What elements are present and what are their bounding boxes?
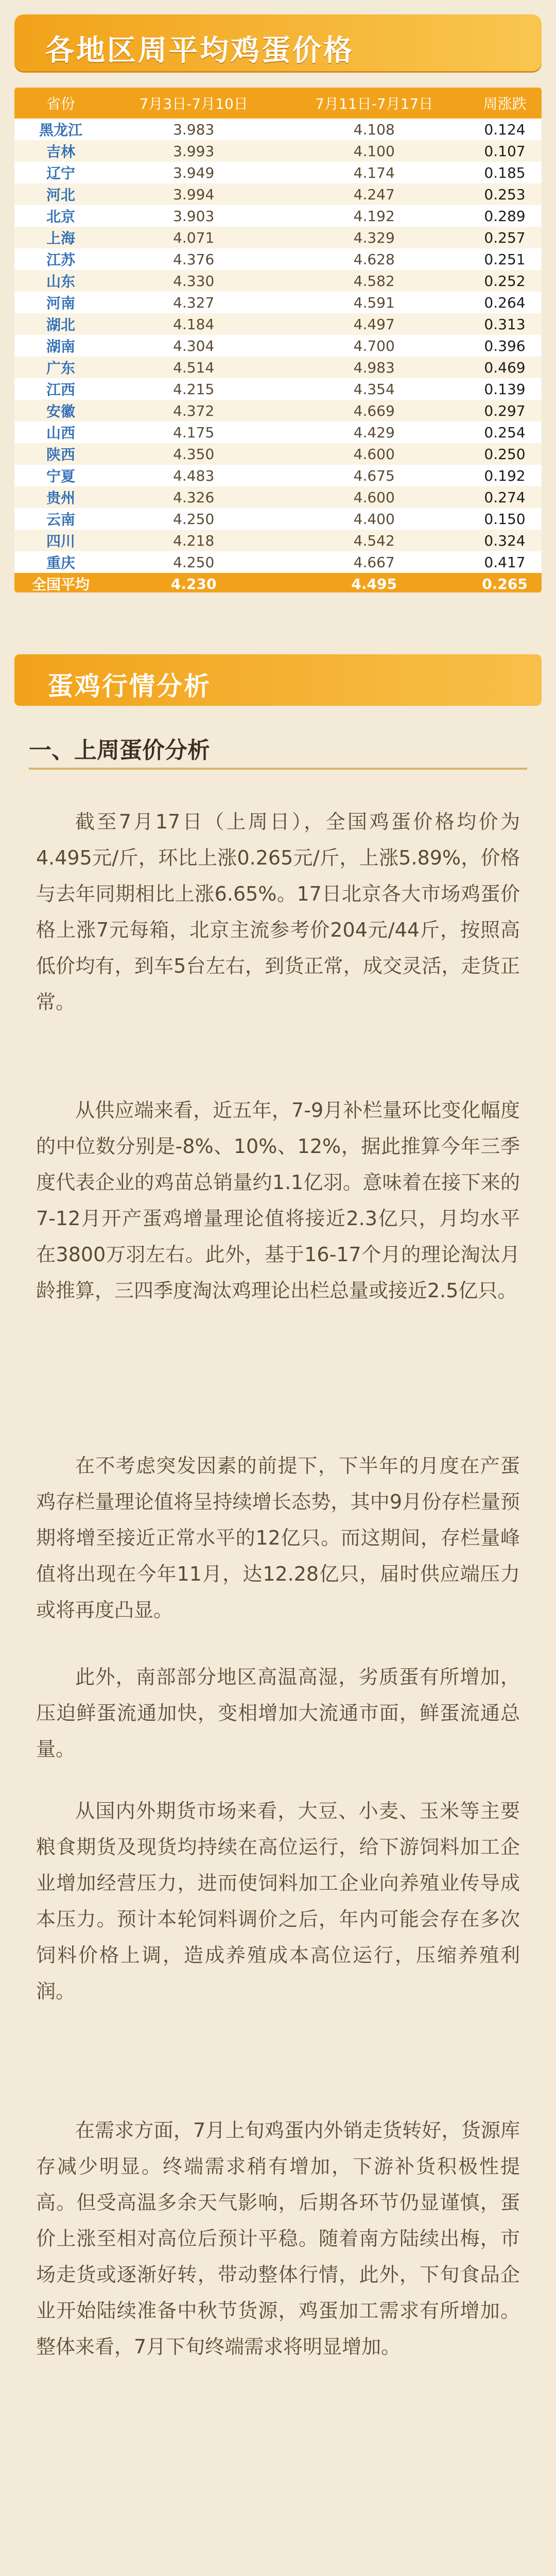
cell-change: 0.192 bbox=[484, 467, 526, 484]
cell-price: 3.994 bbox=[107, 183, 280, 205]
cell-price: 4.600 bbox=[280, 443, 468, 465]
cell-price: 3.983 bbox=[173, 121, 215, 138]
table-row bbox=[14, 465, 542, 486]
cell-province: 云南 bbox=[46, 511, 75, 528]
paragraph: 从供应端来看，近五年，7-9月补栏量环比变化幅度的中位数分别是-8%、10%、12%，据此推算今年三季度代表企业的鸡苗总销量约1.1亿羽。意味着在接下来的7-12月开产蛋鸡增量理论值将接近2.3亿只，月均水平在3800万羽左右。此外，基于16-17个月的理论淘汰月龄推算，三四季度淘汰鸡理论出栏总量或接近2.5亿只。 bbox=[36, 1099, 520, 1302]
cell-province: 山东 bbox=[14, 270, 107, 292]
col-week1: 7月3日-7月10日 bbox=[107, 88, 280, 118]
cell-total: 全国平均 bbox=[14, 573, 107, 592]
cell-change: 0.253 bbox=[468, 183, 542, 205]
paragraph: 此外，南部部分地区高温高湿，劣质蛋有所增加，压迫鲜蛋流通加快，变相增加大流通市面，鲜蛋流通总量。 bbox=[36, 1666, 520, 1760]
cell-change: 0.107 bbox=[468, 140, 542, 162]
cell-province: 山西 bbox=[46, 425, 75, 442]
table-total-row bbox=[14, 573, 542, 592]
cell-price: 4.354 bbox=[353, 380, 395, 398]
cell-price: 4.667 bbox=[353, 553, 395, 571]
cell-province: 湖北 bbox=[14, 313, 107, 335]
cell-total: 0.265 bbox=[468, 573, 542, 592]
price-table bbox=[14, 88, 542, 592]
cell-change: 0.150 bbox=[484, 510, 526, 528]
table-row bbox=[14, 400, 542, 421]
cell-province: 江西 bbox=[46, 381, 75, 398]
paragraph: 从国内外期货市场来看，大豆、小麦、玉米等主要粮食期货及现货均持续在高位运行，给下游饲料加工企业增加经营压力，进而使饲料加工企业向养殖业传导成本压力。预计本轮饲料调价之后，年内可能会存在多次饲料价格上调，造成养殖成本高位运行，压缩养殖利润。 bbox=[36, 1800, 520, 2003]
cell-province: 陕西 bbox=[14, 443, 107, 465]
cell-price: 4.700 bbox=[353, 337, 395, 354]
table-row bbox=[14, 443, 542, 465]
cell-price: 4.376 bbox=[173, 250, 215, 268]
table-row bbox=[14, 530, 542, 551]
cell-price: 4.174 bbox=[353, 164, 395, 181]
cell-change: 0.124 bbox=[484, 121, 526, 138]
cell-price: 4.400 bbox=[353, 510, 395, 528]
paragraph: 在需求方面，7月上旬鸡蛋内外销走货转好，货源库存减少明显。终端需求稍有增加，下游补货积极性提高。但受高温多余天气影响，后期各环节仍显谨慎，蛋价上涨至相对高位后预计平稳。随着南方陆续出梅，市场走货或逐渐好转，带动整体行情，此外，下旬食品企业开始陆续准备中秋节货源，鸡蛋加工需求有所增加。整体来看，7月下旬终端需求将明显增加。 bbox=[36, 2119, 520, 2358]
table-row bbox=[14, 357, 542, 378]
cell-price: 4.429 bbox=[353, 423, 395, 441]
cell-total: 4.495 bbox=[280, 573, 468, 592]
cell-change: 0.139 bbox=[484, 380, 526, 398]
cell-price: 4.071 bbox=[107, 227, 280, 248]
cell-price: 4.247 bbox=[280, 183, 468, 205]
cell-province: 黑龙江 bbox=[39, 122, 82, 139]
cell-price: 4.497 bbox=[280, 313, 468, 335]
cell-price: 4.628 bbox=[353, 250, 395, 268]
cell-change: 0.250 bbox=[468, 443, 542, 465]
price-banner bbox=[14, 14, 542, 71]
col-week2: 7月11日-7月17日 bbox=[280, 88, 468, 118]
cell-change: 0.264 bbox=[484, 294, 526, 311]
cell-province: 吉林 bbox=[14, 140, 107, 162]
table-row bbox=[14, 508, 542, 530]
cell-price: 4.600 bbox=[280, 486, 468, 508]
cell-price: 4.329 bbox=[280, 227, 468, 248]
cell-price: 4.983 bbox=[280, 357, 468, 378]
table-row bbox=[14, 551, 542, 573]
cell-price: 4.542 bbox=[280, 530, 468, 551]
cell-price: 4.327 bbox=[173, 294, 215, 311]
cell-price: 4.192 bbox=[353, 207, 395, 225]
cell-province: 北京 bbox=[46, 208, 75, 225]
section-title: 蛋鸡行情分析 bbox=[47, 671, 211, 701]
cell-price: 4.100 bbox=[280, 140, 468, 162]
cell-province: 江苏 bbox=[46, 251, 75, 268]
cell-change: 0.257 bbox=[468, 227, 542, 248]
cell-change: 0.251 bbox=[484, 250, 526, 268]
cell-price: 4.350 bbox=[107, 443, 280, 465]
table-row bbox=[14, 421, 542, 443]
cell-province: 广东 bbox=[14, 357, 107, 378]
table-row bbox=[14, 270, 542, 292]
sub-heading-price: 一、上周蛋价分析 bbox=[29, 737, 210, 764]
cell-price: 4.591 bbox=[353, 294, 395, 311]
cell-province: 宁夏 bbox=[46, 468, 75, 485]
table-row bbox=[14, 227, 542, 248]
cell-price: 4.582 bbox=[280, 270, 468, 292]
table-row bbox=[14, 140, 542, 162]
cell-province: 湖南 bbox=[46, 338, 75, 355]
cell-price: 3.949 bbox=[173, 164, 215, 181]
cell-price: 4.669 bbox=[280, 400, 468, 421]
paragraph: 在不考虑突发因素的前提下，下半年的月度在产蛋鸡存栏量理论值将呈持续增长态势，其中9月份存栏量预期将增至接近正常水平的12亿只。而这期间，存栏量峰值将出现在今年11月，达12.28亿只，届时供应端压力或将再度凸显。 bbox=[36, 1454, 520, 1621]
cell-price: 4.304 bbox=[173, 337, 215, 354]
cell-change: 0.297 bbox=[468, 400, 542, 421]
cell-price: 4.215 bbox=[173, 380, 215, 398]
cell-province: 安徽 bbox=[14, 400, 107, 421]
cell-province: 四川 bbox=[14, 530, 107, 551]
table-row bbox=[14, 248, 542, 270]
table-row bbox=[14, 162, 542, 183]
table-row bbox=[14, 335, 542, 357]
cell-change: 0.396 bbox=[484, 337, 526, 354]
table-row bbox=[14, 205, 542, 227]
sub-rule bbox=[29, 768, 527, 770]
cell-change: 0.254 bbox=[484, 423, 526, 441]
cell-change: 0.313 bbox=[468, 313, 542, 335]
table-row bbox=[14, 313, 542, 335]
paragraph: 截至7月17日（上周日），全国鸡蛋价格均价为4.495元/斤，环比上涨0.265元/斤，上涨5.89%，价格与去年同期相比上涨6.65%。17日北京各大市场鸡蛋价格上涨7元每箱，北京主流参考价204元/44斤，按照高低价均有，到车5台左右，到货正常，成交灵活，走货正常。 bbox=[36, 810, 520, 1013]
table-header-row bbox=[14, 88, 542, 118]
cell-change: 0.289 bbox=[484, 207, 526, 225]
cell-change: 0.417 bbox=[484, 553, 526, 571]
cell-change: 0.185 bbox=[484, 164, 526, 181]
cell-price: 4.108 bbox=[353, 121, 395, 138]
cell-price: 4.184 bbox=[107, 313, 280, 335]
cell-change: 0.274 bbox=[468, 486, 542, 508]
col-change: 周涨跌 bbox=[468, 88, 542, 118]
cell-price: 4.330 bbox=[107, 270, 280, 292]
cell-price: 4.326 bbox=[107, 486, 280, 508]
cell-price: 4.514 bbox=[107, 357, 280, 378]
section-bar-analysis bbox=[14, 654, 542, 706]
cell-price: 4.218 bbox=[107, 530, 280, 551]
table-row bbox=[14, 292, 542, 313]
cell-province: 贵州 bbox=[14, 486, 107, 508]
cell-change: 0.252 bbox=[468, 270, 542, 292]
banner-title: 各地区周平均鸡蛋价格 bbox=[45, 34, 354, 67]
table-row bbox=[14, 118, 542, 140]
cell-province: 河北 bbox=[14, 183, 107, 205]
cell-price: 3.993 bbox=[107, 140, 280, 162]
cell-price: 4.372 bbox=[107, 400, 280, 421]
cell-price: 3.903 bbox=[173, 207, 215, 225]
cell-price: 4.250 bbox=[173, 553, 215, 571]
table-body bbox=[14, 118, 542, 592]
cell-province: 重庆 bbox=[46, 554, 75, 571]
cell-price: 4.175 bbox=[173, 423, 215, 441]
cell-province: 河南 bbox=[46, 295, 75, 312]
cell-change: 0.469 bbox=[468, 357, 542, 378]
table-row bbox=[14, 378, 542, 400]
cell-price: 4.250 bbox=[173, 510, 215, 528]
cell-province: 辽宁 bbox=[46, 165, 75, 182]
cell-change: 0.324 bbox=[468, 530, 542, 551]
cell-price: 4.483 bbox=[173, 467, 215, 484]
table-row bbox=[14, 486, 542, 508]
cell-total: 4.230 bbox=[107, 573, 280, 592]
cell-price: 4.675 bbox=[353, 467, 395, 484]
paragraph bbox=[36, 2571, 520, 2576]
table-row bbox=[14, 183, 542, 205]
col-province: 省份 bbox=[14, 88, 107, 118]
cell-province: 上海 bbox=[14, 227, 107, 248]
